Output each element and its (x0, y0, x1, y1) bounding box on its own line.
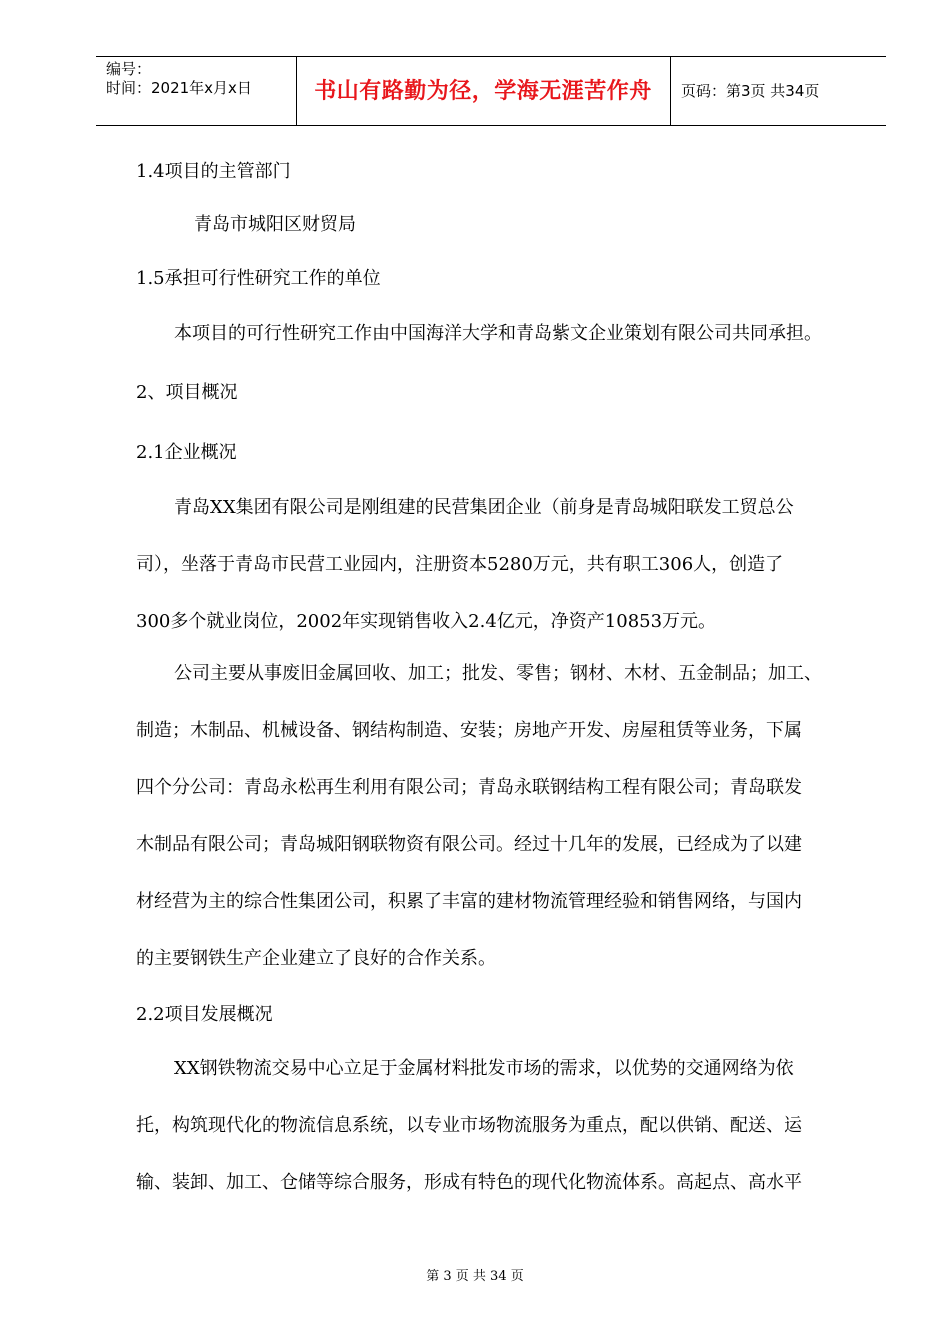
paragraph-line: 本项目的可行性研究工作由中国海洋大学和青岛紫文企业策划有限公司共同承担。 (174, 323, 822, 344)
header-motto: 书山有路勤为径，学海无涯苦作舟 (314, 79, 652, 104)
heading-2-2: 2.2项目发展概况 (136, 1004, 273, 1025)
paragraph-line: 四个分公司：青岛永松再生利用有限公司；青岛永联钢结构工程有限公司；青岛联发 (136, 777, 802, 798)
paragraph-line: 司），坐落于青岛市民营工业园内，注册资本5280万元，共有职工306人，创造了 (136, 554, 784, 575)
heading-1-5: 1.5承担可行性研究工作的单位 (136, 268, 381, 289)
page-footer: 第 3 页 共 34 页 (426, 1269, 524, 1284)
paragraph-line: 青岛XX集团有限公司是刚组建的民营集团企业（前身是青岛城阳联发工贸总公 (174, 497, 794, 518)
heading-1-4: 1.4项目的主管部门 (136, 161, 291, 182)
paragraph-line: 的主要钢铁生产企业建立了良好的合作关系。 (136, 948, 496, 969)
header-meta (106, 60, 252, 98)
paragraph-line: 青岛市城阳区财贸局 (194, 214, 356, 235)
header-time-label: 时间：2021年x月x日 (106, 79, 252, 97)
paragraph-line: 托，构筑现代化的物流信息系统，以专业市场物流服务为重点，配以供销、配送、运 (136, 1115, 802, 1136)
page-header (96, 56, 886, 126)
header-divider-right (670, 57, 671, 125)
paragraph-line: 制造；木制品、机械设备、钢结构制造、安装；房地产开发、房屋租赁等业务，下属 (136, 720, 802, 741)
paragraph-line: XX钢铁物流交易中心立足于金属材料批发市场的需求，以优势的交通网络为依 (174, 1058, 794, 1079)
paragraph-line: 公司主要从事废旧金属回收、加工；批发、零售；钢材、木材、五金制品；加工、 (174, 663, 822, 684)
header-page-info: 页码：第3页 共34页 (681, 82, 820, 100)
paragraph-line: 300多个就业岗位，2002年实现销售收入2.4亿元，净资产10853万元。 (136, 611, 717, 632)
paragraph-line: 材经营为主的综合性集团公司，积累了丰富的建材物流管理经验和销售网络，与国内 (136, 891, 802, 912)
header-number-label: 编号： (106, 60, 152, 78)
heading-2: 2、项目概况 (136, 382, 238, 403)
paragraph-line: 输、装卸、加工、仓储等综合服务，形成有特色的现代化物流体系。高起点、高水平 (136, 1172, 802, 1193)
heading-2-1: 2.1企业概况 (136, 442, 237, 463)
paragraph-line: 木制品有限公司；青岛城阳钢联物资有限公司。经过十几年的发展，已经成为了以建 (136, 834, 802, 855)
